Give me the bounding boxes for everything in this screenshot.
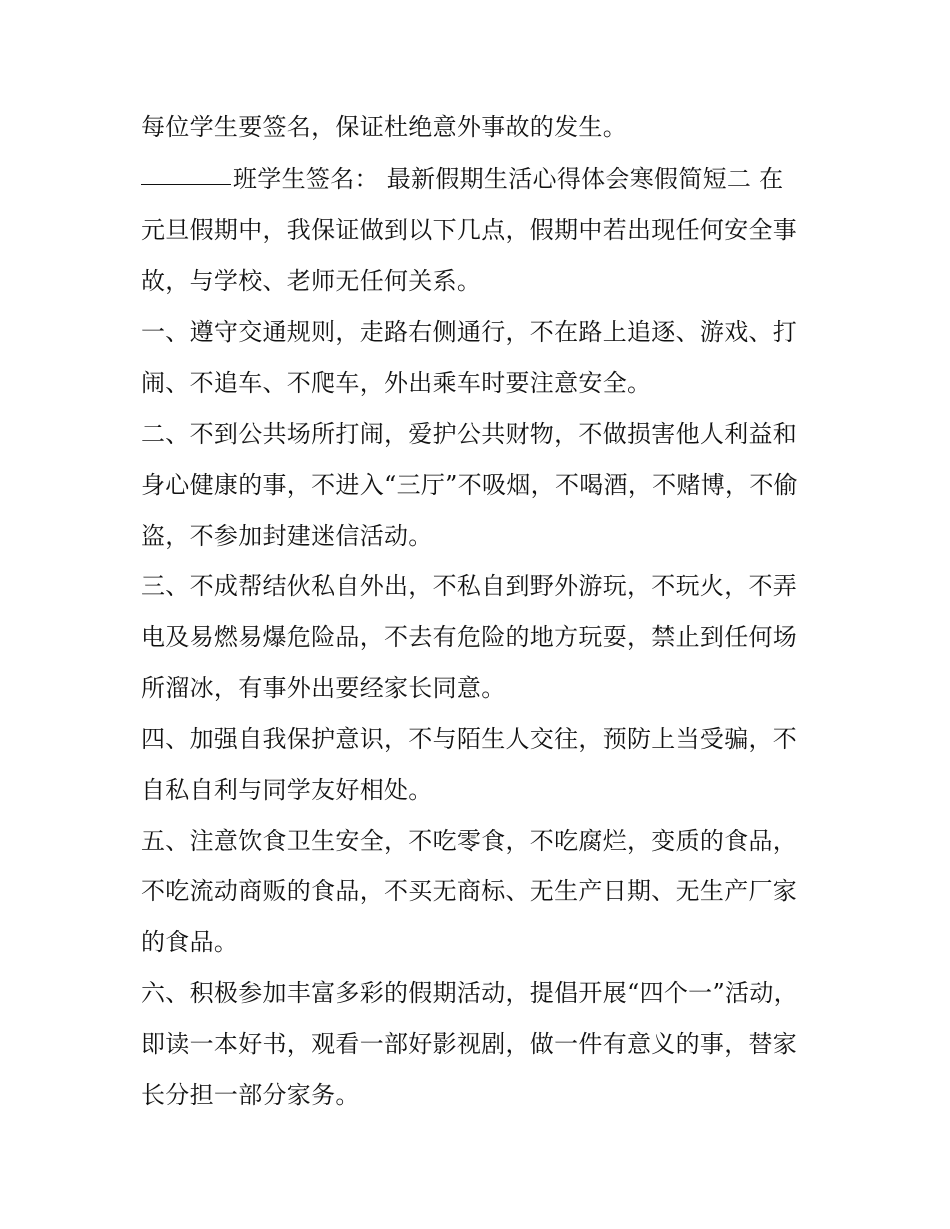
signature-line <box>141 159 821 199</box>
text-line: 自私自利与同学友好相处。 <box>141 776 433 804</box>
signature-blank <box>141 160 231 185</box>
text-line: 元旦假期中，我保证做到以下几点，假期中若出现任何安全事 <box>141 216 798 244</box>
text-line: 五、注意饮食卫生安全，不吃零食，不吃腐烂，变质的食品， <box>141 827 798 855</box>
text-line: 长分担一部分家务。 <box>141 1081 360 1109</box>
text-line: 电及易燃易爆危险品，不去有危险的地方玩耍，禁止到任何场 <box>141 623 798 651</box>
text-line: 每位学生要签名，保证杜绝意外事故的发生。 <box>141 113 627 141</box>
text-line: 三、不成帮结伙私自外出，不私自到野外游玩，不玩火，不弄 <box>141 572 798 600</box>
text-line: 四、加强自我保护意识，不与陌生人交往，预防上当受骗，不 <box>141 725 798 753</box>
text-line: 故，与学校、老师无任何关系。 <box>141 267 482 295</box>
text-line: 六、积极参加丰富多彩的假期活动，提倡开展“四个一”活动， <box>141 979 798 1007</box>
text-line: 所溜冰，有事外出要经家长同意。 <box>141 674 506 702</box>
text-line: 一、遵守交通规则，走路右侧通行，不在路上追逐、游戏、打 <box>141 318 798 346</box>
text-line: 盗，不参加封建迷信活动。 <box>141 522 433 550</box>
text-line: 身心健康的事，不进入“三厅”不吸烟，不喝酒，不赌博，不偷 <box>141 471 798 499</box>
text-line: 二、不到公共场所打闹，爱护公共财物，不做损害他人利益和 <box>141 420 798 448</box>
text-line: 即读一本好书，观看一部好影视剧，做一件有意义的事，替家 <box>141 1030 798 1058</box>
signature-text: 班学生签名： 最新假期生活心得体会寒假简短二 在 <box>233 165 784 193</box>
text-line: 不吃流动商贩的食品，不买无商标、无生产日期、无生产厂家 <box>141 877 798 905</box>
text-line: 闹、不追车、不爬车，外出乘车时要注意安全。 <box>141 369 652 397</box>
text-line: 的食品。 <box>141 928 239 956</box>
